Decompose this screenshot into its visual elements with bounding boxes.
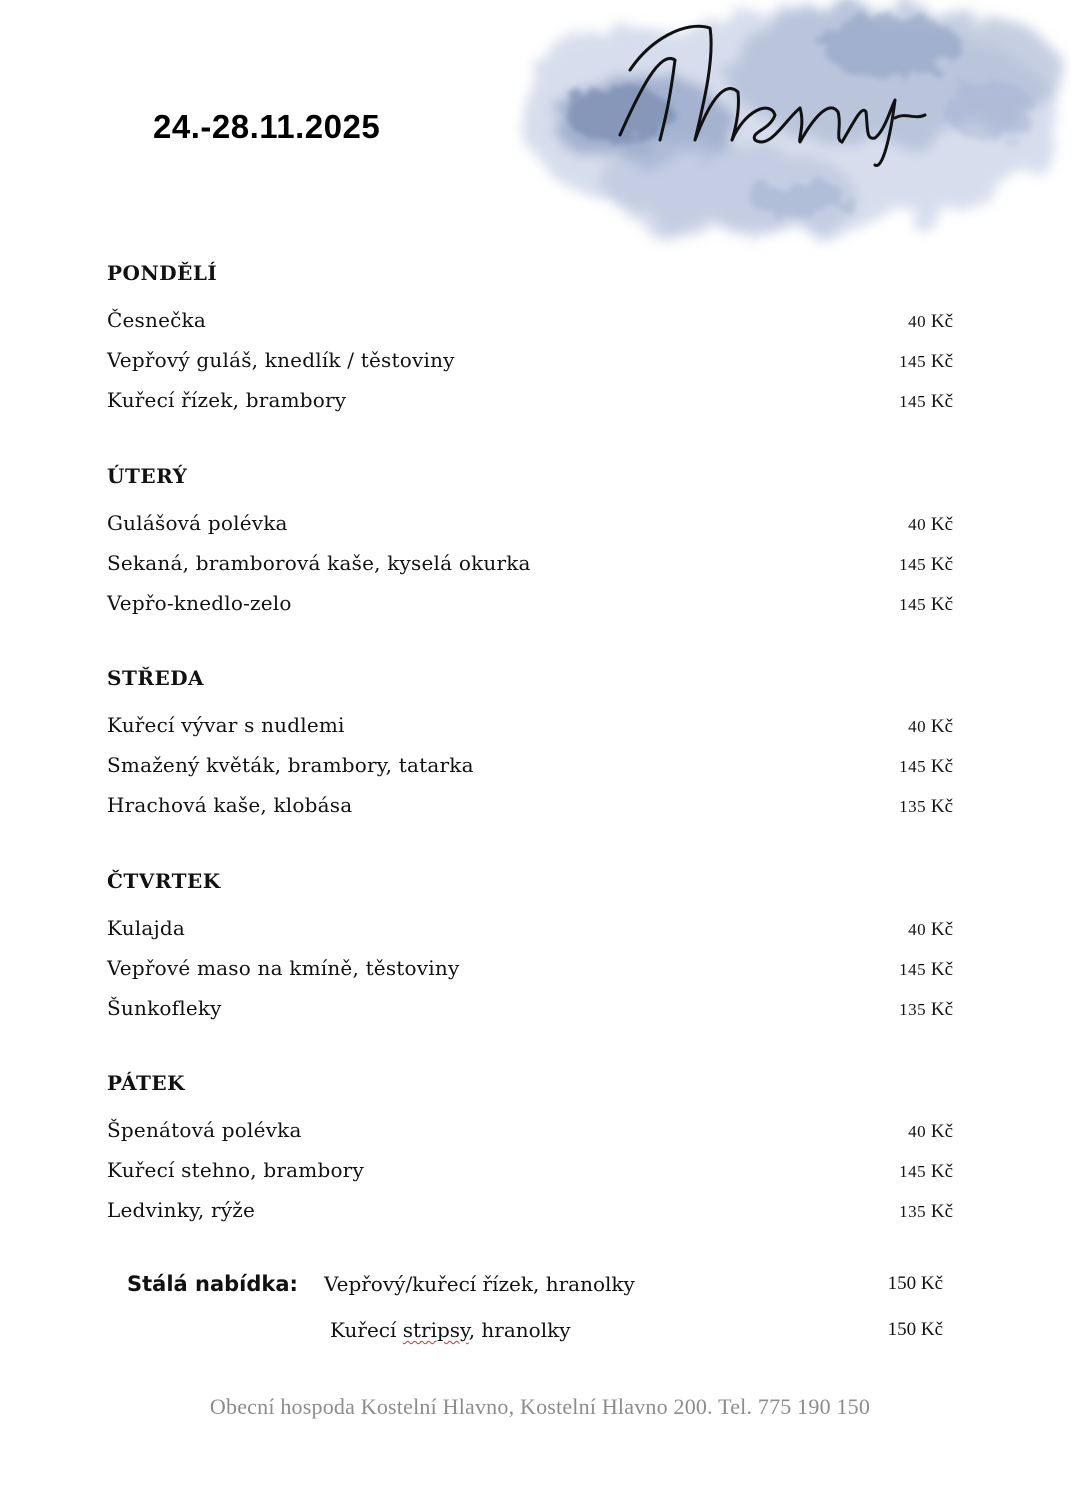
spellcheck-flagged-word: stripsy [402,1318,469,1342]
footer-contact: Obecní hospoda Kostelní Hlavno, Kostelní Hlavno 200. Tel. 775 190 150 [209,1394,871,1419]
item-price: 145 Kč [899,554,953,575]
item-price: 145 Kč [899,351,953,372]
menu-item [107,745,957,785]
item-name: Kuřecí vývar s nudlemi [107,713,345,737]
item-price: 135 Kč [899,796,953,817]
day-section-thursday [107,868,957,1028]
menu-item [107,1110,957,1150]
menu-item [107,948,957,988]
day-title: PÁTEK [107,1071,186,1095]
standing-offer-label: Stálá nabídka: [127,1272,298,1296]
item-name: Kulajda [107,916,186,940]
day-title: PONDĚLÍ [107,261,218,285]
item-name: Ledvinky, rýže [107,1198,256,1222]
standing-offer-item: Kuřecí stripsy, hranolky [330,1318,571,1342]
day-section-tuesday [107,463,957,623]
menu-item [107,583,957,623]
item-name: Kuřecí stehno, brambory [107,1158,364,1182]
day-title: STŘEDA [107,666,205,690]
day-section-friday [107,1070,957,1230]
menu-item [107,503,957,543]
item-price: 145 Kč [899,391,953,412]
item-name: Špenátová polévka [107,1118,302,1142]
menu-date: 24.-28.11.2025 [153,108,381,145]
item-price: 145 Kč [899,594,953,615]
item-name: Kuřecí řízek, brambory [107,388,347,412]
standing-offer-price: 150 Kč [887,1319,943,1340]
item-name: Sekaná, bramborová kaše, kyselá okurka [107,551,531,575]
menu-item [107,908,957,948]
menu-item [107,300,957,340]
menu-item [107,543,957,583]
menu-title-art [470,0,1070,280]
item-price: 145 Kč [899,959,953,980]
item-price: 40 Kč [908,1121,953,1142]
menu-item [107,705,957,745]
standing-offer-row [127,1266,947,1312]
item-name: Vepřové maso na kmíně, těstoviny [107,956,460,980]
item-name: Hrachová kaše, klobása [107,793,353,817]
item-name: Šunkofleky [107,996,222,1020]
item-price: 145 Kč [899,756,953,777]
item-price: 145 Kč [899,1161,953,1182]
item-name: Vepřo-knedlo-zelo [107,591,292,615]
standing-offer-item: Vepřový/kuřecí řízek, hranolky [324,1272,635,1296]
item-price: 40 Kč [908,716,953,737]
day-section-wednesday [107,665,957,825]
item-price: 135 Kč [899,999,953,1020]
standing-offer-row [127,1312,947,1358]
menu-item [107,988,957,1028]
item-price: 40 Kč [908,514,953,535]
menu-item [107,785,957,825]
menu-item [107,340,957,380]
item-price: 135 Kč [899,1201,953,1222]
item-price: 40 Kč [908,919,953,940]
item-name: Smažený květák, brambory, tatarka [107,753,474,777]
day-section-monday [107,260,957,420]
item-name: Vepřový guláš, knedlík / těstoviny [107,348,455,372]
standing-offer-price: 150 Kč [887,1273,943,1294]
day-title: ČTVRTEK [107,869,221,893]
menu-item [107,380,957,420]
standing-offer [127,1266,947,1358]
item-name: Gulášová polévka [107,511,288,535]
item-name: Česnečka [107,308,206,332]
day-title: ÚTERÝ [107,464,188,488]
menu-item [107,1190,957,1230]
item-price: 40 Kč [908,311,953,332]
menu-item [107,1150,957,1190]
